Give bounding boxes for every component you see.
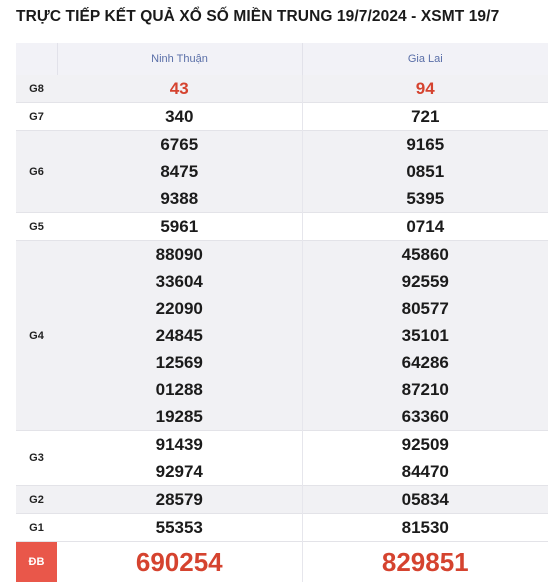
- prize-label: G1: [16, 514, 57, 542]
- prize-row-g8: [16, 75, 548, 103]
- result-number: 55353: [155, 518, 203, 537]
- result-number: 91439: [155, 435, 203, 454]
- result-number: 5961: [160, 217, 199, 236]
- result-number: 340: [165, 107, 194, 126]
- special-result-number: 690254: [135, 547, 223, 577]
- result-number: 24845: [155, 326, 203, 345]
- result-number: 64286: [401, 353, 449, 372]
- result-number: 81530: [401, 518, 449, 537]
- result-number: 80577: [401, 299, 449, 318]
- result-number: 63360: [401, 407, 449, 426]
- result-number: 28579: [155, 490, 203, 509]
- result-number: 87210: [401, 380, 449, 399]
- prize-row-g3: [16, 431, 548, 486]
- numbers-province-2: [302, 514, 548, 542]
- numbers-province-1: [57, 514, 302, 542]
- numbers-province-2: [302, 431, 548, 486]
- result-number: 8475: [160, 162, 199, 181]
- header-row: [16, 43, 548, 75]
- result-number: 45860: [401, 245, 449, 264]
- prize-row-g1: [16, 514, 548, 542]
- result-number: 94: [415, 79, 435, 98]
- special-result-number: 829851: [381, 547, 469, 577]
- numbers-province-2: [302, 486, 548, 514]
- result-number: 92509: [401, 435, 449, 454]
- result-number: 01288: [155, 380, 203, 399]
- results-table: [16, 43, 548, 582]
- result-number: 721: [411, 107, 440, 126]
- prize-row-g7: [16, 103, 548, 131]
- prize-label-special: [16, 542, 57, 583]
- numbers-province-2: [302, 131, 548, 213]
- province-header-2[interactable]: Gia Lai: [302, 43, 548, 75]
- prize-label: G5: [16, 213, 57, 241]
- numbers-province-1: [57, 542, 302, 583]
- result-number: 22090: [155, 299, 203, 318]
- prize-label: G2: [16, 486, 57, 514]
- numbers-province-1: [57, 213, 302, 241]
- numbers-province-1: [57, 131, 302, 213]
- prize-row-g2: [16, 486, 548, 514]
- result-number: 5395: [406, 189, 445, 208]
- result-number: 0714: [406, 217, 445, 236]
- result-number: 6765: [160, 135, 199, 154]
- prize-row-g4: [16, 241, 548, 431]
- prize-row-g6: [16, 131, 548, 213]
- numbers-province-2: [302, 241, 548, 431]
- result-number: 92559: [401, 272, 449, 291]
- prize-row-g5: [16, 213, 548, 241]
- result-number: 92974: [155, 462, 203, 481]
- prize-label: G6: [16, 131, 57, 213]
- header-corner: [16, 43, 57, 75]
- result-number: 12569: [155, 353, 203, 372]
- numbers-province-1: [57, 241, 302, 431]
- result-number: 19285: [155, 407, 203, 426]
- page-title: TRỰC TIẾP KẾT QUẢ XỔ SỐ MIỀN TRUNG 19/7/2024 - XSMT 19/7: [16, 8, 500, 25]
- prize-row-db: [16, 542, 548, 583]
- numbers-province-1: [57, 431, 302, 486]
- result-number: 84470: [401, 462, 449, 481]
- numbers-province-1: [57, 486, 302, 514]
- province-header-1[interactable]: Ninh Thuận: [57, 43, 302, 75]
- numbers-province-1: [57, 103, 302, 131]
- prize-label: G4: [16, 241, 57, 431]
- numbers-province-2: [302, 103, 548, 131]
- numbers-province-1: [57, 75, 302, 103]
- result-number: 9388: [160, 189, 199, 208]
- result-number: 9165: [406, 135, 445, 154]
- prize-label: G7: [16, 103, 57, 131]
- prize-label: G8: [16, 75, 57, 103]
- result-number: 43: [169, 79, 189, 98]
- result-number: 0851: [406, 162, 445, 181]
- numbers-province-2: [302, 542, 548, 583]
- numbers-province-2: [302, 75, 548, 103]
- numbers-province-2: [302, 213, 548, 241]
- prize-label: ĐB: [28, 556, 45, 568]
- result-number: 88090: [155, 245, 203, 264]
- result-number: 35101: [401, 326, 449, 345]
- result-number: 33604: [155, 272, 203, 291]
- result-number: 05834: [401, 490, 449, 509]
- prize-label: G3: [16, 431, 57, 486]
